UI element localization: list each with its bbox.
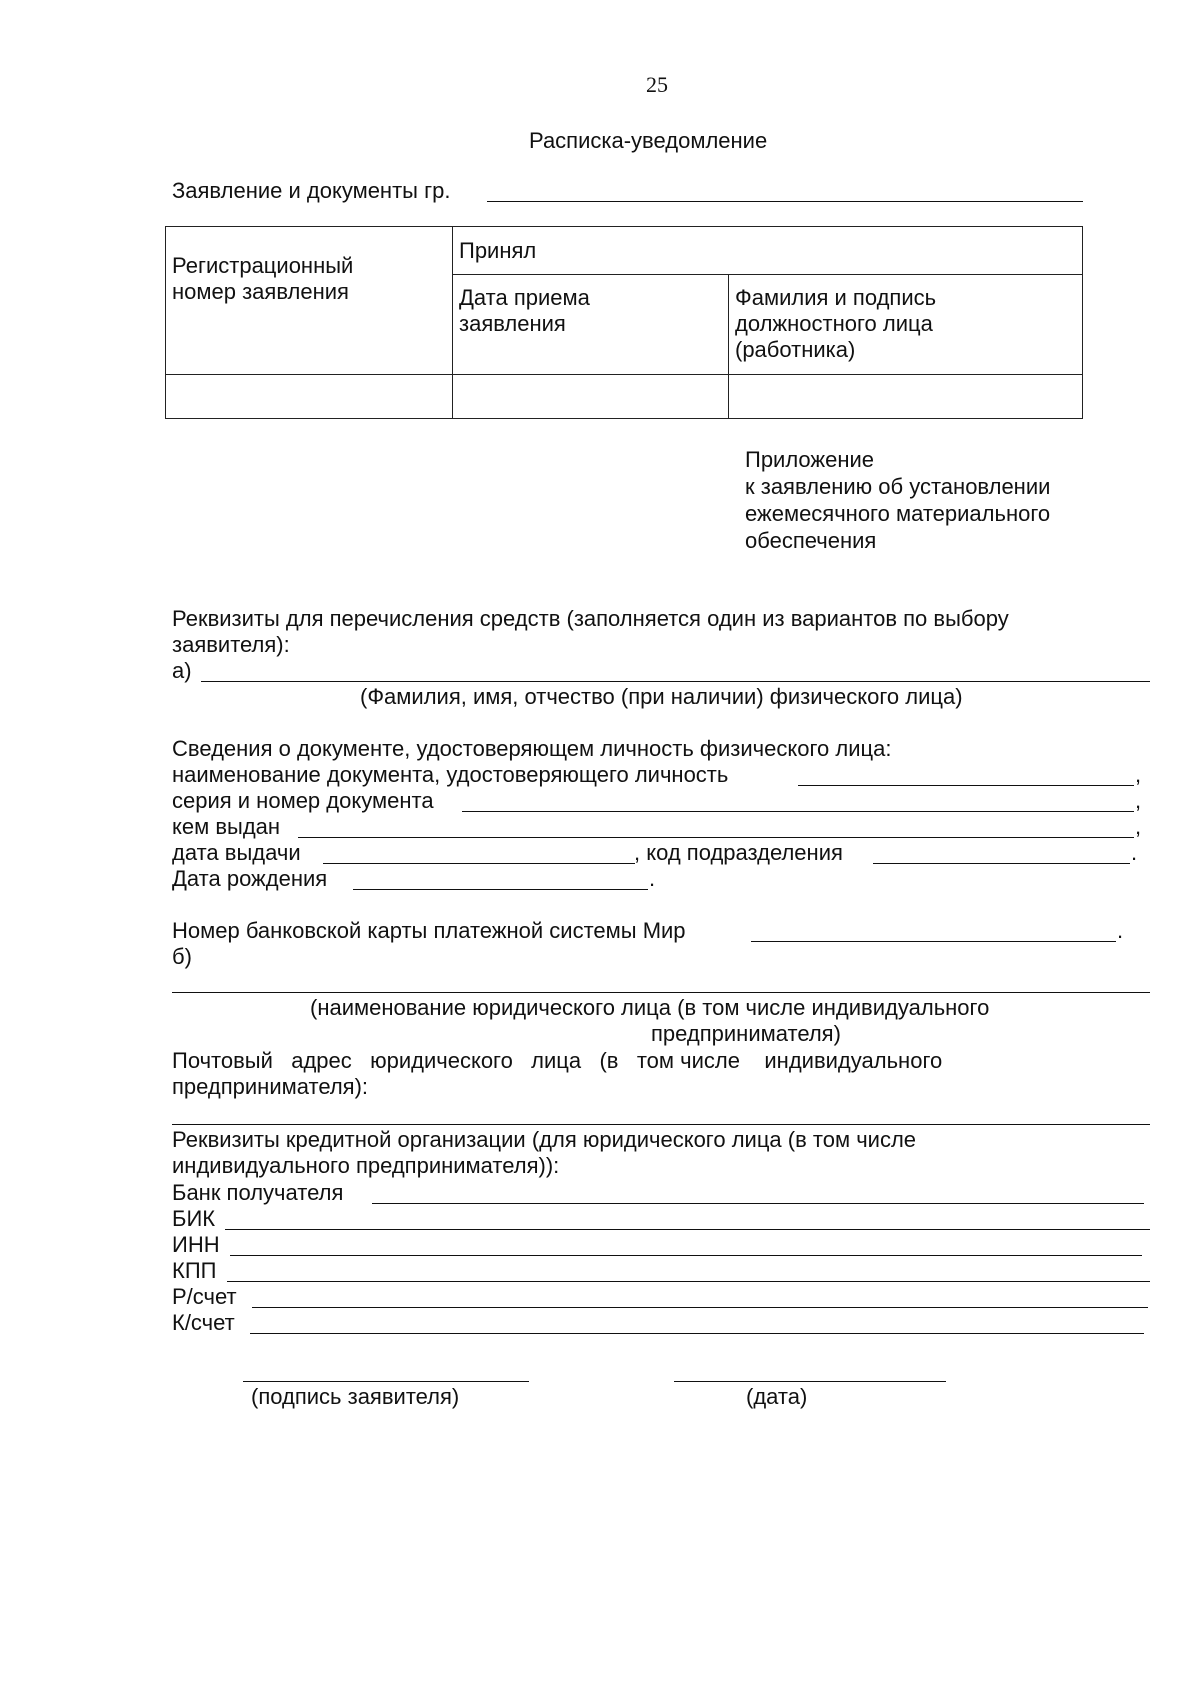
inn-label: ИНН xyxy=(172,1232,220,1257)
k-account-blank-line[interactable] xyxy=(250,1333,1144,1334)
division-code-period: . xyxy=(1131,840,1138,865)
reg-number-header-text: Регистрационный номер заявления xyxy=(172,253,354,304)
option-a-label: а) xyxy=(172,658,192,683)
accepted-header xyxy=(453,227,1083,275)
requisites-intro-1: Реквизиты для перечисления средств (заполняется один из вариантов по выбору xyxy=(172,606,1009,631)
statement-blank-line[interactable] xyxy=(487,201,1083,202)
series-number-label: серия и номер документа xyxy=(172,788,434,813)
option-a-caption: (Фамилия, имя, отчество (при наличии) физического лица) xyxy=(360,684,963,709)
postal-address-label-2: предпринимателя): xyxy=(172,1074,369,1099)
date-signature-line[interactable] xyxy=(674,1381,946,1382)
card-number-period: . xyxy=(1117,918,1124,943)
birth-date-blank-line[interactable] xyxy=(353,889,648,890)
appendix-line-4: обеспечения xyxy=(745,528,877,553)
document-title: Расписка-уведомление xyxy=(529,128,768,153)
postal-address-label-1: Почтовый адрес юридического лица (в том числе индивидуального xyxy=(172,1048,943,1073)
division-code-blank-line[interactable] xyxy=(873,863,1130,864)
birth-date-label: Дата рождения xyxy=(172,866,328,891)
date-caption: (дата) xyxy=(746,1384,808,1409)
doc-name-label: наименование документа, удостоверяющего личность xyxy=(172,762,729,787)
accepted-header-text: Принял xyxy=(459,238,537,263)
option-b-caption-1: (наименование юридического лица (в том числе индивидуального xyxy=(310,995,990,1020)
accept-date-header xyxy=(453,275,729,375)
postal-address-blank-line[interactable] xyxy=(172,1124,1150,1125)
issued-by-label: кем выдан xyxy=(172,814,281,839)
accept-date-header-text: Дата приема заявления xyxy=(459,285,590,336)
accept-date-cell[interactable] xyxy=(453,375,729,419)
identity-heading: Сведения о документе, удостоверяющем личность физического лица: xyxy=(172,736,892,761)
card-number-blank-line[interactable] xyxy=(751,941,1116,942)
issued-by-blank-line[interactable] xyxy=(298,837,1134,838)
option-b-blank-line[interactable] xyxy=(172,992,1150,993)
card-number-label: Номер банковской карты платежной системы Мир xyxy=(172,918,686,943)
bik-blank-line[interactable] xyxy=(225,1229,1150,1230)
statement-label: Заявление и документы гр. xyxy=(172,178,451,203)
series-number-comma: , xyxy=(1135,788,1142,813)
division-code-label: , код подразделения xyxy=(634,840,843,865)
page-number: 25 xyxy=(646,72,668,97)
inn-blank-line[interactable] xyxy=(230,1255,1142,1256)
reg-number-header xyxy=(166,227,453,375)
series-number-blank-line[interactable] xyxy=(462,811,1134,812)
issue-date-label: дата выдачи xyxy=(172,840,301,865)
doc-name-comma: , xyxy=(1135,762,1142,787)
r-account-label: Р/счет xyxy=(172,1284,237,1309)
official-cell[interactable] xyxy=(729,375,1083,419)
option-b-caption-2: предпринимателя) xyxy=(651,1021,841,1046)
birth-date-period: . xyxy=(649,866,656,891)
official-header xyxy=(729,275,1083,375)
r-account-blank-line[interactable] xyxy=(252,1307,1148,1308)
recipient-bank-blank-line[interactable] xyxy=(372,1203,1144,1204)
requisites-intro-2: заявителя): xyxy=(172,632,290,657)
recipient-bank-label: Банк получателя xyxy=(172,1180,344,1205)
bank-heading-2: индивидуального предпринимателя)): xyxy=(172,1153,560,1178)
k-account-label: К/счет xyxy=(172,1310,235,1335)
appendix-line-3: ежемесячного материального xyxy=(745,501,1051,526)
issue-date-blank-line[interactable] xyxy=(323,863,635,864)
applicant-signature-line[interactable] xyxy=(243,1381,529,1382)
applicant-signature-caption: (подпись заявителя) xyxy=(251,1384,460,1409)
registration-table xyxy=(165,226,1083,419)
appendix-line-1: Приложение xyxy=(745,447,875,472)
option-a-blank-line[interactable] xyxy=(201,681,1150,682)
kpp-label: КПП xyxy=(172,1258,217,1283)
reg-number-cell[interactable] xyxy=(166,375,453,419)
option-b-label: б) xyxy=(172,944,192,969)
doc-name-blank-line[interactable] xyxy=(798,785,1134,786)
issued-by-comma: , xyxy=(1135,814,1142,839)
kpp-blank-line[interactable] xyxy=(227,1281,1150,1282)
bank-heading-1: Реквизиты кредитной организации (для юридического лица (в том числе xyxy=(172,1127,917,1152)
official-header-text: Фамилия и подпись должностного лица (работника) xyxy=(735,285,937,362)
bik-label: БИК xyxy=(172,1206,216,1231)
appendix-line-2: к заявлению об установлении xyxy=(745,474,1051,499)
